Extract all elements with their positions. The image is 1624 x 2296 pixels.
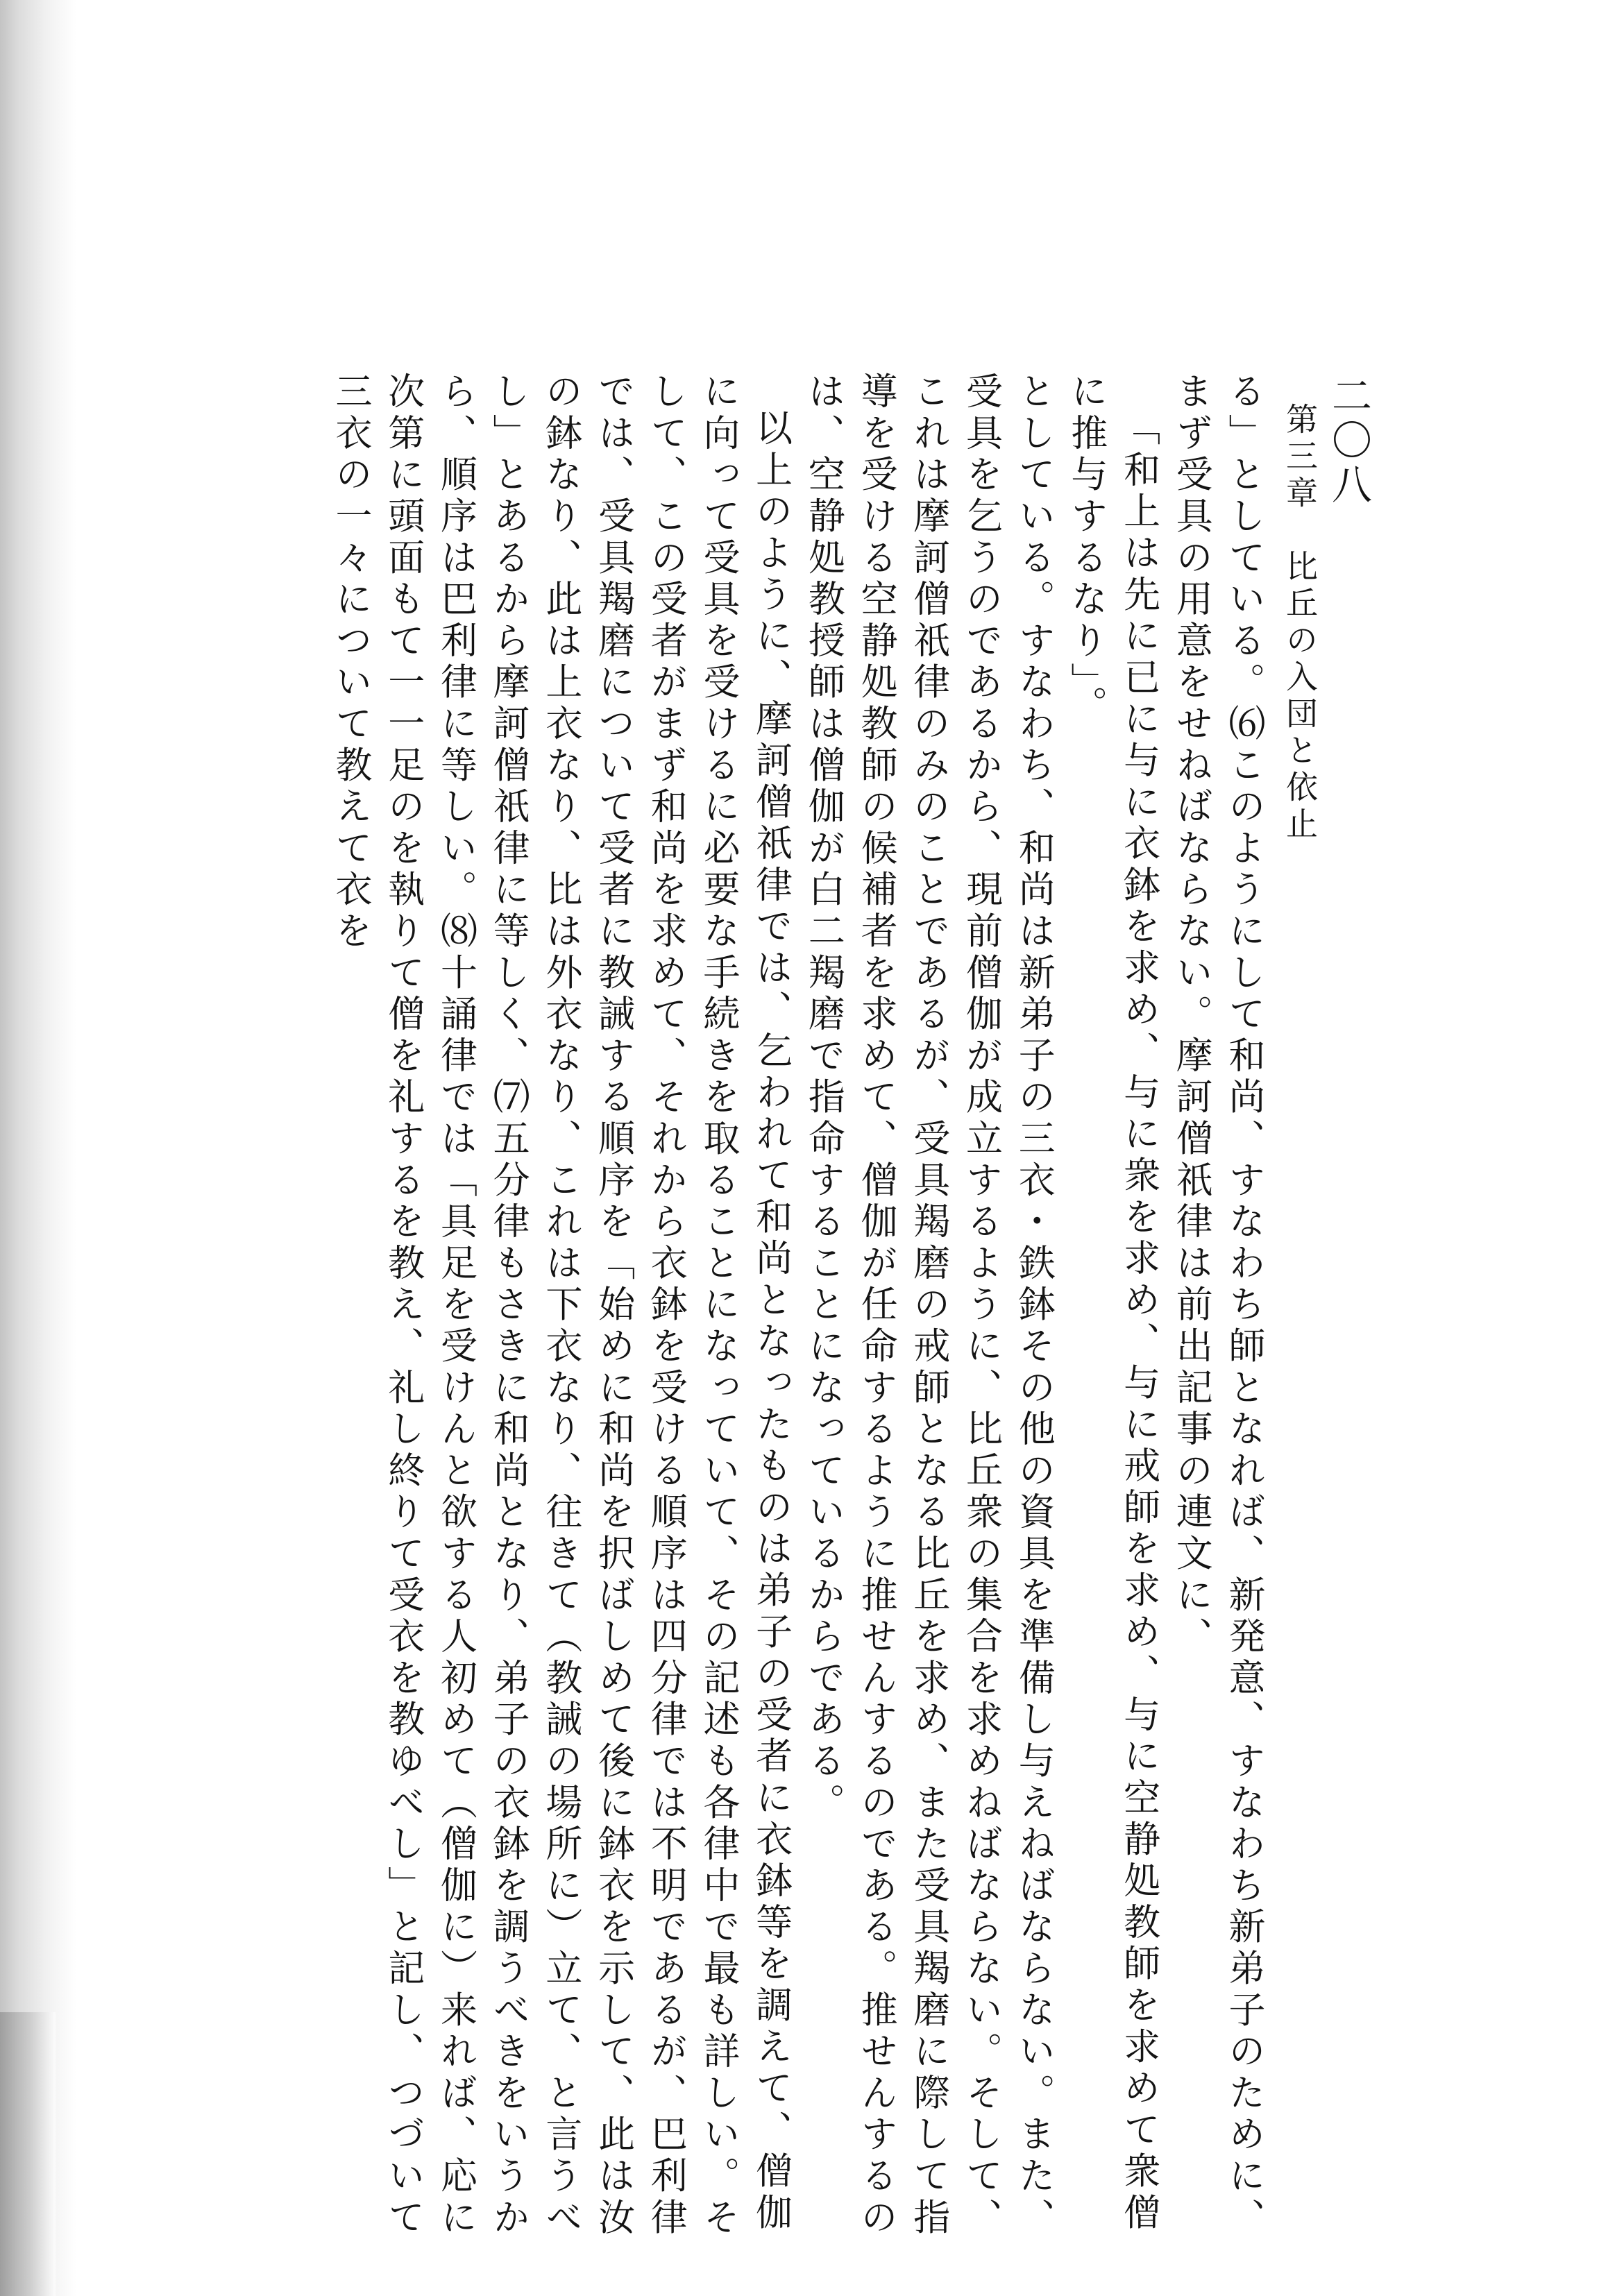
page-number: 二〇八 (1325, 375, 1372, 508)
scan-shadow-edge (0, 0, 76, 2296)
paragraph-1: る」としている。⑹このようにして和尚、すなわち師となれば、新発意、すなわち新弟子のために、まず受具の用意をせねばならない。摩訶僧祇律は前出記事の連文に、 (1170, 372, 1265, 2239)
paragraph-3: としている。すなわち、和尚は新弟子の三衣・鉄鉢その他の資具を準備し与えねばならない。また、受具を乞うのであるから、現前僧伽が成立するように、比丘衆の集合を求めねばならない。そして、これは摩訶僧祇律のみのことであるが、受具羯磨の戒師となる比丘を求め、また受具羯磨に際して指導を受ける空静処教師の候補者を求めて、僧伽が任命するように推せんするのである。推せんするのは、空静処教授師は僧伽が白二羯磨で指命することになっているからである。 (802, 372, 1056, 2239)
running-head: 第三章 比丘の入団と依止 (1281, 402, 1319, 844)
paragraph-2-quotation: 「和上は先に已に与に衣鉢を求め、与に衆を求め、与に戒師を求め、与に空静処教師を求めて衆僧に推与するなり」。 (1065, 372, 1160, 2235)
body-text (180, 372, 1270, 2259)
scan-shadow-corner (0, 2012, 56, 2296)
paragraph-4: 以上のように、摩訶僧祇律では、乞われて和尚となったものは弟子の受者に衣鉢等を調えて、僧伽に向って受具を受けるに必要な手続きを取ることになっていて、その記述も各律中で最も詳しい。そして、この受者がまず和尚を求めて、それから衣鉢を受ける順序は四分律では不明であるが、巴利律では、受具羯磨について受者に教誡する順序を「始めに和尚を択ばしめて後に鉢衣を示して、此は汝の鉢なり、此は上衣なり、比は外衣なり、これは下衣なり、往きて（教誡の場所に）立て、と言うべし」とあるから摩訶僧祇律に等しく、⑺五分律もさきに和尚となり、弟子の衣鉢を調うべきをいうから、順序は巴利律に等しい。⑻十誦律では「具足を受けんと欲する人初めて（僧伽に）来れば、応に次第に頭面もて一一足のを執りて僧を礼するを教え、礼し終りて受衣を教ゆべし」と記し、つづいて三衣の一々について教えて衣を (330, 372, 793, 2239)
